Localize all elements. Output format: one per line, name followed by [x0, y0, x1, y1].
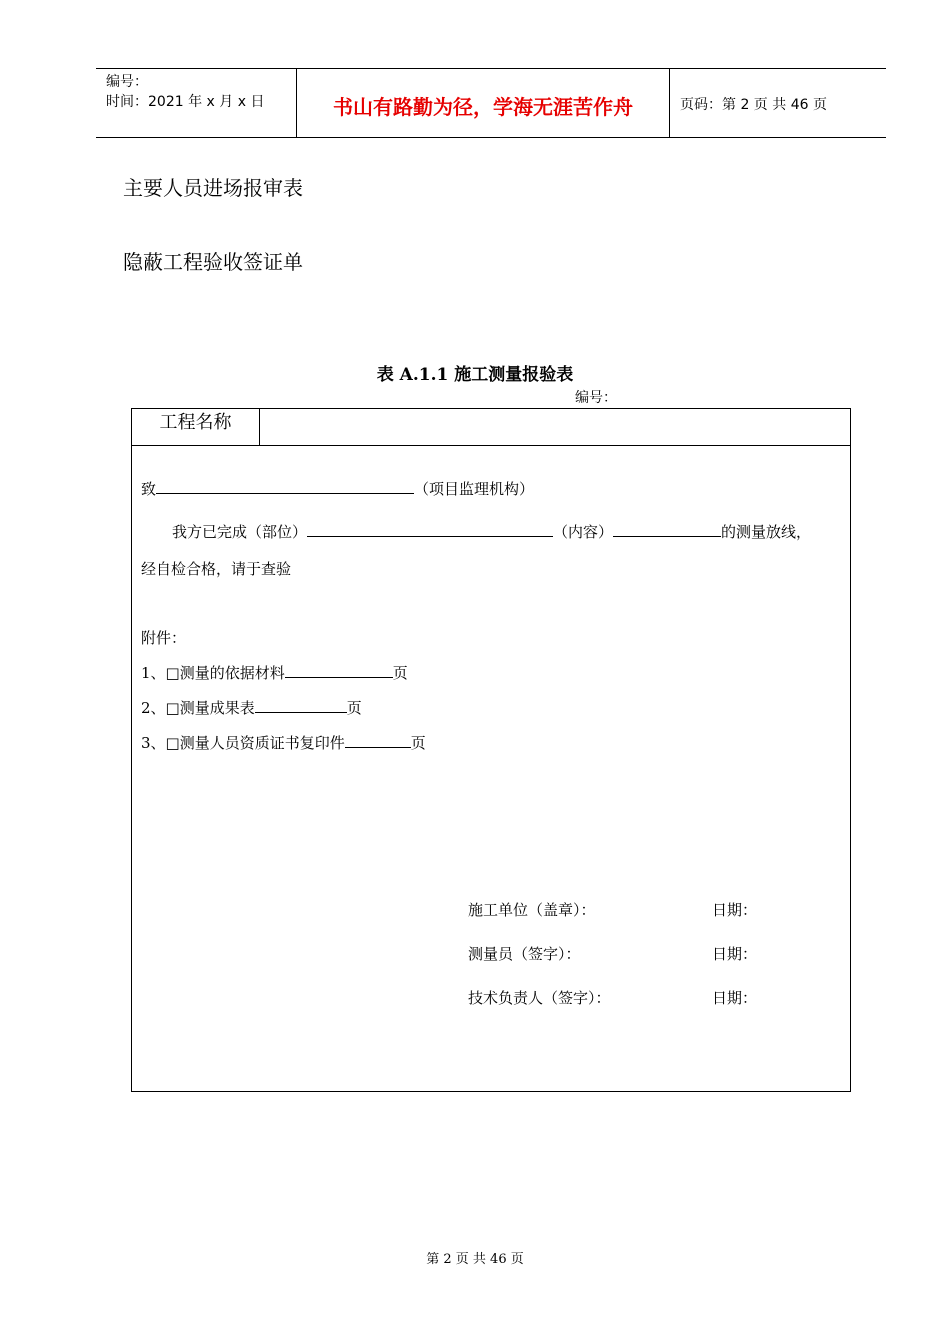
- addressee-blank[interactable]: [156, 477, 414, 494]
- section-heading-personnel: 主要人员进场报审表: [123, 176, 303, 200]
- header-meta-cell: [96, 69, 297, 137]
- signature-date-label: 日期：: [712, 945, 758, 963]
- project-name-row: [132, 409, 850, 446]
- attachment-item: [141, 731, 426, 753]
- form-doc-number-label: 编号：: [575, 390, 617, 406]
- attachment-item-suffix: 页: [392, 664, 408, 682]
- signature-label: 测量员（签字）：: [468, 945, 581, 963]
- attachment-item-label: 1、□测量的依据材料: [141, 664, 285, 682]
- page-footer: 第 2 页 共 46 页: [426, 1252, 524, 1267]
- attachment-item-suffix: 页: [346, 699, 362, 717]
- attachment-item: [141, 661, 408, 683]
- header-motto: 书山有路勤为径，学海无涯苦作舟: [333, 95, 633, 119]
- addressee-line: [141, 477, 534, 499]
- project-name-label: 工程名称: [132, 409, 260, 445]
- attachment-item-suffix: 页: [410, 734, 426, 752]
- signature-label: 技术负责人（签字）：: [468, 989, 611, 1007]
- header-number-label: 编号：: [106, 74, 148, 90]
- header-time-label: 时间：2021 年 x 月 x 日: [106, 94, 265, 110]
- addressee-prefix: 致: [141, 480, 157, 498]
- attachment-item-label: 2、□测量成果表: [141, 699, 255, 717]
- signature-label: 施工单位（盖章）：: [468, 901, 596, 919]
- part-blank[interactable]: [307, 520, 553, 537]
- form-title: 表 A.1.1 施工测量报验表: [376, 365, 574, 385]
- header-page-label: 页码：第 2 页 共 46 页: [680, 97, 827, 113]
- signature-date-label: 日期：: [712, 989, 758, 1007]
- signature-date-label: 日期：: [712, 901, 758, 919]
- addressee-suffix: （项目监理机构）: [414, 480, 535, 498]
- page-header: [96, 68, 886, 138]
- completion-part-label: 我方已完成（部位）: [172, 523, 308, 541]
- completion-statement-line: [172, 520, 811, 542]
- attachment-pages-blank[interactable]: [255, 696, 347, 713]
- attachments-label: 附件：: [141, 629, 187, 647]
- header-page-cell: [670, 69, 886, 137]
- header-motto-cell: [297, 69, 670, 137]
- attachment-pages-blank[interactable]: [285, 661, 393, 678]
- attachment-item-label: 3、□测量人员资质证书复印件: [141, 734, 345, 752]
- completion-content-label: （内容）: [553, 523, 614, 541]
- attachment-item: [141, 696, 362, 718]
- section-heading-concealed-works: 隐蔽工程验收签证单: [123, 250, 303, 274]
- completion-suffix: 的测量放线，: [721, 523, 812, 541]
- inspection-request-line: 经自检合格，请于查验: [141, 560, 292, 578]
- attachment-pages-blank[interactable]: [345, 731, 411, 748]
- content-blank[interactable]: [613, 520, 721, 537]
- survey-inspection-form: [131, 408, 851, 1092]
